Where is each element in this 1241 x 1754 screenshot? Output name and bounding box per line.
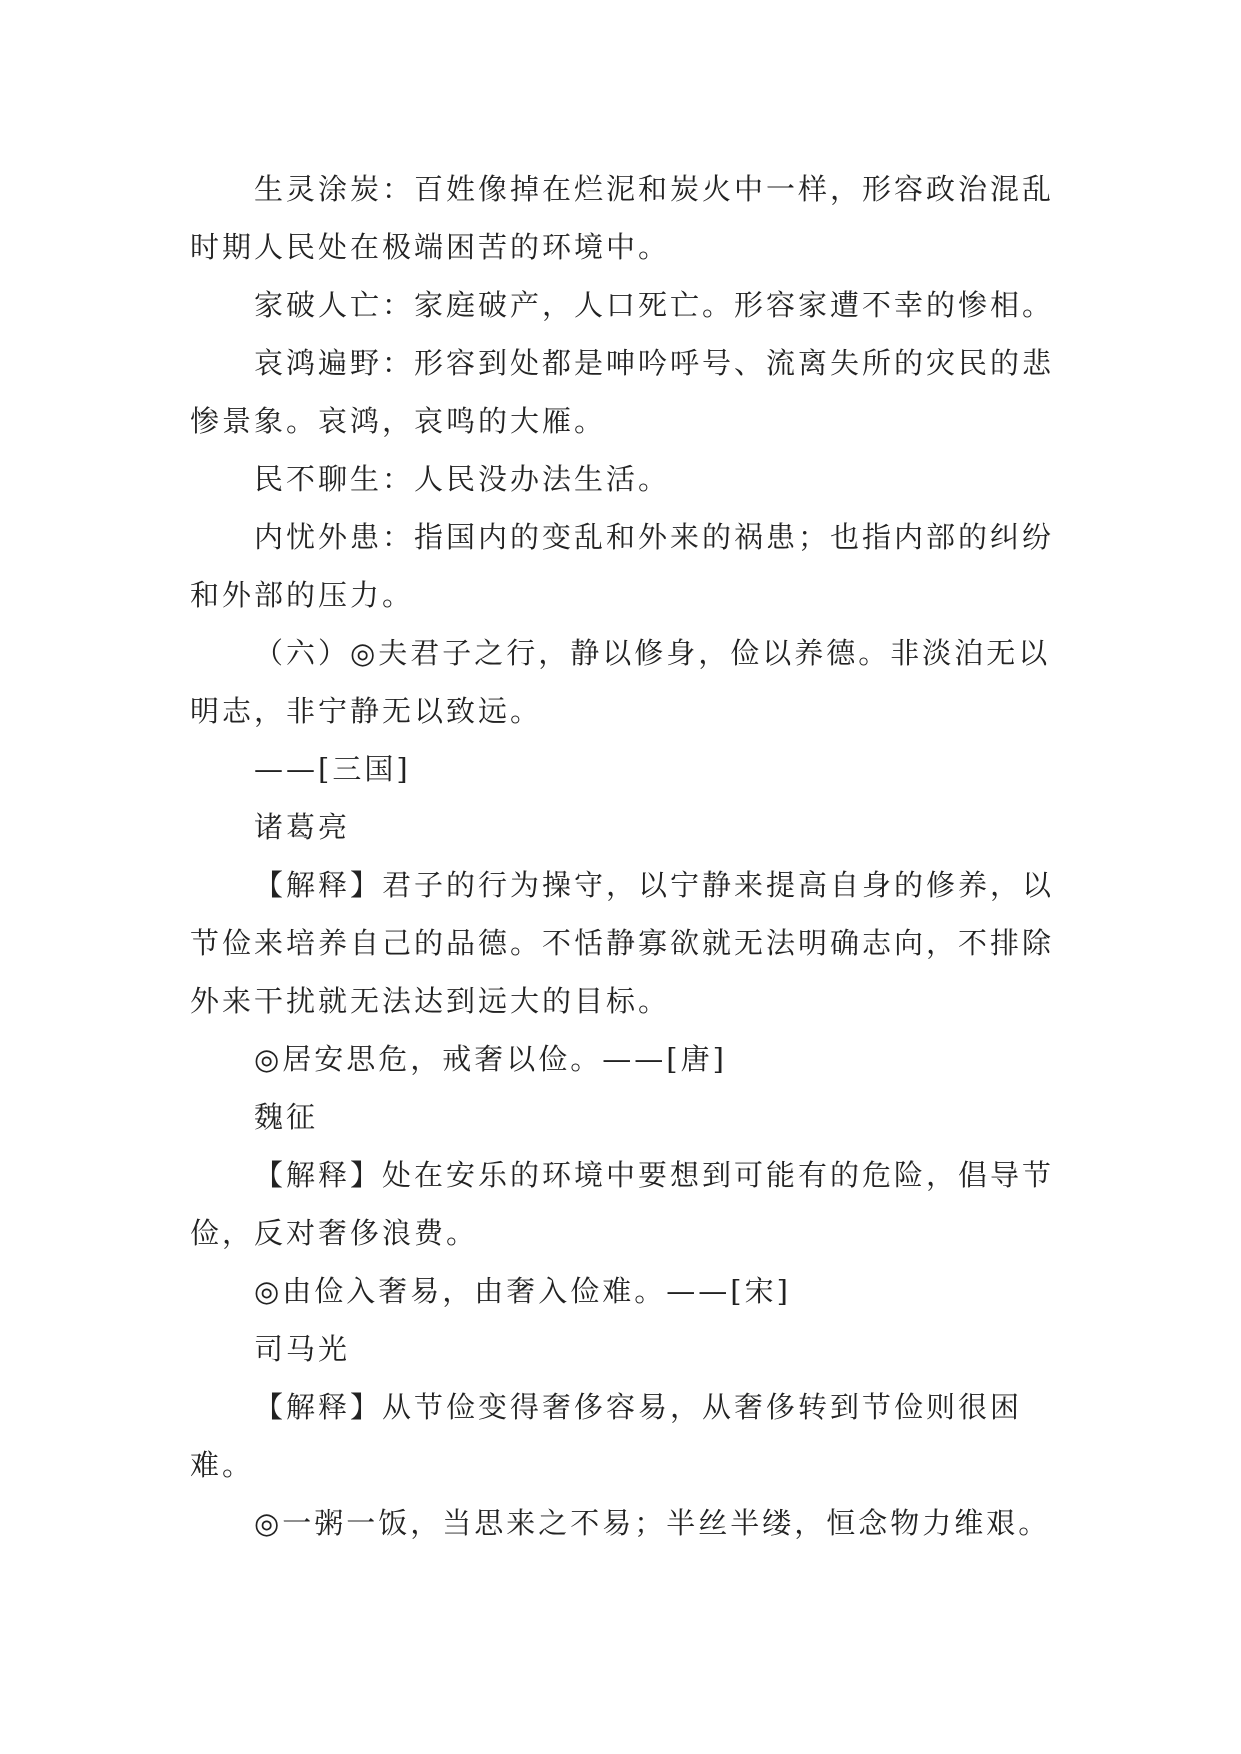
paragraph-shengling-tutan: 生灵涂炭：百姓像掉在烂泥和炭火中一样，形容政治混乱时期人民处在极端困苦的环境中。 xyxy=(190,172,1055,264)
explanation-sima-guang: 【解释】从节俭变得奢侈容易，从奢侈转到节俭则很困难。 xyxy=(190,1390,1023,1482)
quote-zhuge-liang: （六）◎夫君子之行，静以修身，俭以养德。非淡泊无以明志，非宁静无以致远。 xyxy=(190,636,1051,728)
paragraph-jiapo-renwang: 家破人亡：家庭破产，人口死亡。形容家遭不幸的惨相。 xyxy=(254,288,1055,322)
quote-yizhou-yifan: ◎一粥一饭，当思来之不易；半丝半缕，恒念物力维艰。 xyxy=(254,1506,1051,1540)
quote-author-wei-zheng: 魏征 xyxy=(254,1100,319,1134)
quote-author-zhuge-liang: 诸葛亮 xyxy=(254,810,351,844)
quote-author-sima-guang: 司马光 xyxy=(254,1332,351,1366)
explanation-wei-zheng: 【解释】处在安乐的环境中要想到可能有的危险，倡导节俭，反对奢侈浪费。 xyxy=(190,1158,1055,1250)
quote-wei-zheng: ◎居安思危，戒奢以俭。——[唐] xyxy=(254,1042,727,1076)
quote-dynasty-sanguo: ——[三国] xyxy=(254,752,411,786)
paragraph-minbu-liaosheng: 民不聊生：人民没办法生活。 xyxy=(254,462,671,496)
document-body xyxy=(190,160,1056,1552)
explanation-zhuge-liang: 【解释】君子的行为操守，以宁静来提高自身的修养，以节俭来培养自己的品德。不恬静寡欲就无法明确志向，不排除外来干扰就无法达到远大的目标。 xyxy=(190,868,1055,1018)
paragraph-aihong-bianye: 哀鸿遍野：形容到处都是呻吟呼号、流离失所的灾民的悲惨景象。哀鸿，哀鸣的大雁。 xyxy=(190,346,1055,438)
paragraph-neiyou-waihuan: 内忧外患：指国内的变乱和外来的祸患；也指内部的纠纷和外部的压力。 xyxy=(190,520,1055,612)
quote-sima-guang: ◎由俭入奢易，由奢入俭难。——[宋] xyxy=(254,1274,791,1308)
